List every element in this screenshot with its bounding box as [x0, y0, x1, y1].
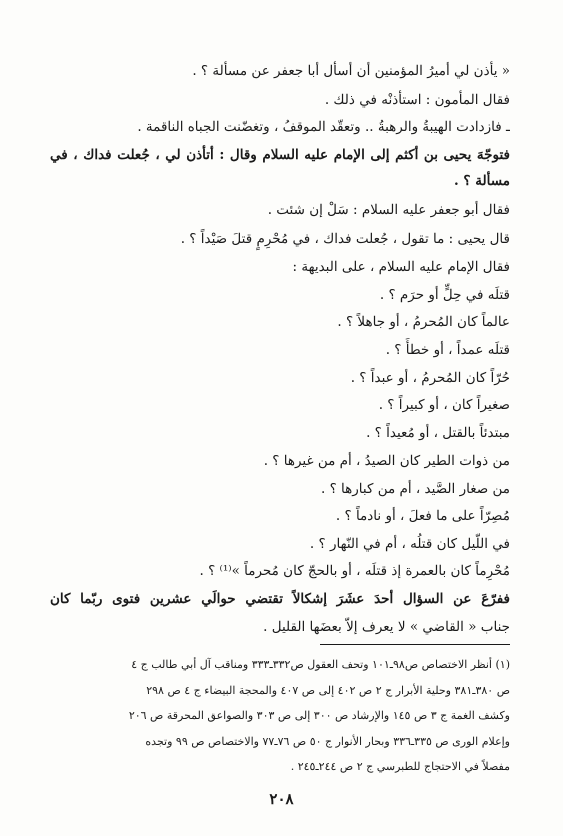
text-line: مبتدئاً بالقتل ، أو مُعيداً ؟ . [366, 425, 510, 441]
footnote-line: وإعلام الورى ص ٣٣٥ـ٣٣٦ وبحار الأنوار ج ٥٠ ص ٧٦ـ٧٧ والاختصاص ص ٩٩ وتجده [145, 735, 510, 748]
text-line: قال يحيى : ما تقول ، جُعلت فداك ، في مُحْرِمٍ قتلَ صَيْداً ؟ . [180, 231, 510, 247]
text-line: صغيراً كان ، أو كبيراً ؟ . [378, 397, 510, 413]
footnote-line: ص ٣٨٠ـ٣٨١ وحلية الأبرار ج ٢ ص ٤٠٢ إلى ص ٤٠٧ والمحجة البيضاء ج ٤ ص ٢٩٨ [146, 684, 510, 697]
text-line: من صغار الصَّيد ، أم من كبارها ؟ . [321, 481, 510, 497]
text-line: مُحْرِماً كان بالعمرة إذ قتلَه ، أو بالحجّ كان مُحرماً »⁽¹⁾ ؟ . [199, 563, 510, 579]
text-line: فقال الإمام عليه السلام ، على البديهة : [292, 259, 510, 275]
text-line: ففرّعَ عن السؤال أحدَ عشَرَ إشكالاً تقتضي حوالَي عشرين فتوى ربّما كان [50, 591, 510, 607]
text-line: حُرّاً كان المُحرمُ ، أو عبداً ؟ . [350, 370, 510, 386]
text-line: مسألة ؟ . [453, 173, 510, 189]
text-line: في اللّيل كان قتلُه ، أم في النّهار ؟ . [309, 536, 510, 552]
text-line: قتلَه عمداً ، أو خطأً ؟ . [385, 342, 510, 358]
text-line: فقال المأمون : استأذنْه في ذلك . [324, 92, 510, 108]
text-line: فقال أبو جعفر عليه السلام : سَلْ إن شئت . [267, 202, 510, 218]
text-line: ـ فازدادت الهيبةُ والرهبةُ .. وتعقّد الموقفُ ، وتغضّنت الجباه الناقمة . [137, 119, 510, 135]
text-line: فتوجّهَ يحيى بن أكثم إلى الإمام عليه السلام وقال : أتأذن لي ، جُعلت فداك ، في [50, 147, 510, 163]
footnote-divider [320, 644, 510, 645]
text-line: « يأذن لي أميرُ المؤمنين أن أسأل أبا جعفر عن مسألة ؟ . [192, 63, 510, 79]
footnote-line: وكشف الغمة ج ٣ ص ١٤٥ والإرشاد ص ٣٠٠ إلى ص ٣٠٣ والصواعق المحرقة ص ٢٠٦ [128, 709, 510, 722]
footnote-line: مفصلاً في الاحتجاج للطبرسي ج ٢ ص ٢٤٤ـ٢٤٥ . [290, 760, 510, 773]
footnote-line: (١) أنظر الاختصاص ص٩٨ـ١٠١ وتحف العقول ص٣٣٢ـ٣٣٣ ومناقب آل أبي طالب ج ٤ [131, 658, 510, 671]
text-line: جناب « القاضي » لا يعرف إلاّ بعضَها القليل . [263, 619, 510, 635]
text-line: من ذوات الطير كان الصيدُ ، أم من غيرها ؟ . [263, 453, 510, 469]
text-line: عالماً كان المُحرمُ ، أو جاهلاً ؟ . [337, 314, 510, 330]
page-number: ٢٠٨ [269, 790, 294, 808]
text-line: قتلَه في حِلٍّ أو حرَم ؟ . [379, 287, 510, 303]
text-line: مُصِرّاً على ما فعلَ ، أو نادماً ؟ . [335, 508, 510, 524]
